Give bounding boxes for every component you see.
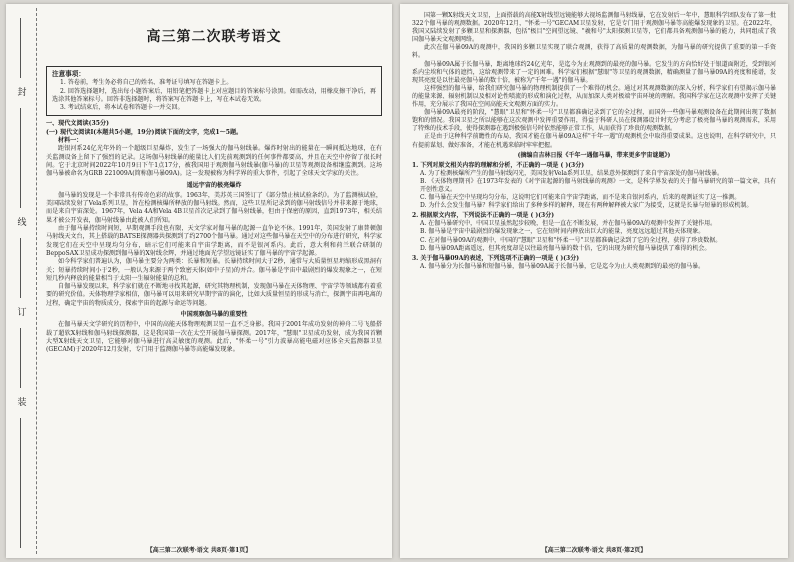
binding-label: 订: [17, 308, 27, 318]
article-title: 遥远宇宙的极亮爆炸: [186, 181, 242, 189]
exam-page-left: [6, 4, 392, 558]
binding-label: 装: [17, 398, 27, 408]
left-column: [46, 66, 382, 355]
binding-label: 封: [17, 88, 27, 98]
question-option: C. 在对伽马暴09A的观测中，中国的"慧眼"卫星和"怀柔一号"卫星都准确记录到了它的全过程，获得了珍贵数据。: [420, 236, 722, 244]
question-option: B. 《天体物理期刊》在1973年发表的《对宇宙起源的伽马射线暴的观测》一文，是科学界发表的关于伽马暴研究的第一篇文章，具有开创性意义。: [420, 177, 776, 193]
question-option: C. 伽马暴在天空中呈现均匀分布，这说明它们可能来自宇宙学距离，而不是来自银河系内，后来的观测证实了这一推测。: [420, 194, 741, 202]
question-score: ( )(3分): [560, 161, 585, 169]
question-stem: 2. 根据原文内容，下列说法不正确的一项是: [412, 212, 529, 220]
notice-item: 1. 答卷前，考生务必将自己的姓名、准考证号填写在答题卡上。: [60, 79, 233, 87]
paragraph: 由于伽马暴持续时间短，早期观测手段也有限，天文学家对伽马暴的起源一直争论不休。1991年，美国发射了康普顿伽马射线天文台，其上搭载的BATSE探测器共探测到了约2700个伽马暴。通过对这些伽马暴在天空中的分布进行研究，科学家发现它们在天空中呈现均匀分布，暗示它们可能来自宇宙学距离，而不是银河系内。此后，意大利和荷兰联合研制的BeppoSAX卫星成功探测到伽马暴的X射线余辉，并通过地面光学望远镜证实了伽马暴的宇宙学起源。: [46, 225, 382, 257]
question-stem: 3. 关于伽马暴09A的表述，下列选项不正确的一项是: [412, 254, 554, 262]
page-footer: 【高三第二次联考·语文 共8页·第2页】: [541, 547, 647, 554]
paragraph: 伽马暴09A属于长伽马暴，距离地球约24亿光年，是迄今为止观测到的最亮的伽马暴。它发生的方向恰好处于银道面附近，受到银河系内尘埃和气体的遮挡，这给观测带来了一定的困难。科学家们根据"慧眼"等卫星的观测数据，精确测量了伽马暴09A的亮度和能谱，发现其亮度是以往最亮伽马暴的数十倍，被称为"千年一遇"的伽马暴。: [412, 60, 776, 84]
question-option: D. 为什么会发生伽马暴？科学家们给出了多种多样的解释，现在有两种解释被大家广为接受，这就是长暴与短暴的形成机制。: [420, 202, 753, 210]
question-2: [412, 212, 776, 252]
question-3: [412, 255, 776, 271]
notice-heading: 注意事项：: [52, 70, 85, 78]
question-stem: 1. 下列对原文相关内容的理解和分析，不正确的一项是: [412, 161, 559, 169]
question-option: A. 为了检测核爆所产生的伽马射线闪光，美国发射Vela系列卫星，结果意外探测到了来自宇宙深处的伽马射线暴。: [420, 169, 723, 177]
paragraph: 这样强烈的伽马暴，给我们研究伽马暴的物理机制提供了一个难得的机会。通过对其观测数据的深入分析，科学家们有望揭示伽马暴的能量来源、辐射机制以及相对论性喷流的形成和演化过程，从而加深人类对极端宇宙环境的理解。我国科学家在这次观测中发挥了关键作用，充分展示了我国在空间高能天文观测方面的实力。: [412, 84, 776, 109]
notice-box: [46, 66, 382, 116]
exam-page-right: [400, 4, 788, 558]
source-note: (摘编自吉林日报《千年一遇伽马暴，带来更多宇宙谜题》): [517, 151, 671, 159]
notice-item: 3. 考试结束后，将本试卷和答题卡一并交回。: [60, 104, 184, 112]
paragraph: 距银河系24亿光年外的一个超级巨星爆炸，发生了一场强大的伽马射线暴。爆炸时射出的能量在一瞬间抵达地球，在有关监测设备上留下了强烈的记录。这场伽马射线暴的能量比人们先前观测到的任何事件都要高，并且在天空中停留了很长时间。它于北京时间2022年10月9日下午1点17分，被我国用于观测伽马射线暴(伽马暴)的卫星等观测设备相继监测到。这场伽马暴被命名为GRB 221009A(简称伽马暴09A)。这一发现被称为科学界的重大事件，引起了全球天文学家的关注。: [46, 145, 382, 178]
paragraph: 伽马暴的发现是一个非常具有传奇色彩的故事。1963年，美苏英三国签订了《部分禁止核试验条约》。为了监测核试验，美国陆续发射了Vela系列卫星，旨在检测核爆所释放的伽马射线。然而，这些卫星所记录到的伽马射线信号并非来源于地球，而是来自宇宙深处。1967年，Vela 4A和Vela 4B卫星首次记录到了伽马射线暴，但由于保密的原因，直到1973年，相关结果才被公开发表，伽马射线暴由此被人们所知。: [46, 191, 382, 224]
paragraph: 此次在伽马暴09A的观测中，我国的多颗卫星实现了联合观测，获得了高质量的观测数据，为伽马暴的研究提供了重要的第一手资料。: [412, 44, 776, 60]
binding-label: 线: [17, 218, 27, 228]
paragraph: 国第一颗X射线天文卫星，上面搭载的高能X射线望远镜能够大视场监测伽马射线暴，它在发射后一年中，慧眼科学团队发布了第一批322个伽马暴的观测数据。2020年12月，"怀柔一号"GECAM卫星发射，它是专门用于观测伽马暴等高能爆发现象的卫星。在2022年，我国又陆续发射了多颗卫星和探测器，包括"极目"空间望远镜、"羲和号"太阳探测卫星等，它们都具备观测伽马暴的能力，共同组成了我国伽马暴天文观测网络。: [412, 12, 776, 44]
paragraph: 如今科学家们普遍认为，伽马暴主要分为两类：长暴和短暴。长暴持续时间大于2秒，通常与大质量恒星坍缩形成黑洞有关；短暴持续时间小于2秒，一般认为来源于两个致密天体(如中子星)的并合。伽马暴是宇宙中最剧烈的爆发现象之一，在短短几秒内释放的能量相当于太阳一生辐射能量的总和。: [46, 258, 382, 282]
question-1: [412, 162, 776, 211]
notice-item: 2. 回答选择题时，选出每小题答案后，用铅笔把答题卡上对应题目的答案标号涂黑。如需改动，用橡皮擦干净后，再选涂其他答案标号。回答非选择题时，将答案写在答题卡上，写在本试卷无效。: [52, 87, 376, 103]
right-column: [412, 12, 776, 271]
paragraph: 在伽马暴天文学研究的历程中，中国的高能天体物理观测卫星一直不乏身影。我国于2001年成功发射的神舟二号飞船搭载了超软X射线和伽马射线探测器，这是我国第一次在太空开展伽马暴探测。2017年，"慧眼"卫星成功发射，成为我国首颗大型X射线天文卫星，它能够对伽马暴进行高灵敏度的观测。此后，"怀柔一号"引力波暴高能电磁对应体全天监测器卫星(GECAM)于2020年12月发射，专门用于监测伽马暴等高能爆发现象。: [46, 321, 382, 354]
page-footer: 【高三第二次联考·语文 共8页·第1页】: [146, 547, 252, 554]
paragraph: 正是由于这种科学前瞻性的布局，我国才能在伽马暴09A这样"千年一遇"的观测机会中取得重要成果。这也说明，在科学研究中，只有提前谋划、做好准备，才能在机遇来临时牢牢把握。: [412, 133, 776, 149]
section-heading: 一、现代文阅读(35分): [46, 120, 109, 128]
exam-title: 高三第二次联考语文: [146, 29, 282, 45]
question-option: D. 伽马暴09A距离遥远，但其亮度却是以往最亮伽马暴的数十倍，它的出现为研究伽马暴提供了难得的机会。: [420, 244, 711, 252]
question-score: ( )(3分): [530, 212, 555, 220]
question-option: A. 伽马暴分为长伽马暴和短伽马暴，伽马暴09A属于长伽马暴，它是迄今为止人类观测到的最亮的伽马暴。: [420, 262, 705, 270]
question-option: B. 伽马暴是宇宙中最剧烈的爆发现象之一，它在短时间内释放出巨大的能量，亮度远远超过其他天体现象。: [420, 228, 705, 236]
paragraph: 伽马暴09A最亮的阶段，"慧眼"卫星和"怀柔一号"卫星都准确记录到了它的全过程，而国外一些伽马暴观测设备在此期间出现了数据饱和的情况。我国卫星之所以能够在这次观测中发挥重要作用，得益于科研人员在探测器设计时充分考虑了极亮伽马暴的观测需求，采用了特殊的技术手段，使得探测器在遇到极强信号时依然能够正常工作，从而获得了珍贵的观测数据。: [412, 109, 776, 133]
question-score: ( )(3分): [555, 254, 580, 262]
question-option: A. 在伽马暴研究中，中国卫星虽然起步较晚，但是一直在不断发展，并在伽马暴09A的观测中发挥了关键作用。: [420, 220, 717, 228]
material-heading: 材料一：: [58, 137, 83, 145]
subheading: 中国观察伽马暴的重要性: [180, 311, 248, 319]
paragraph: 自伽马暴发现以来，科学家们就在不断地寻找其起源，研究其物理机制，发现伽马暴在天体物理、宇宙学等领域都有着重要的研究价值。天体物理学家相信，伽马暴可以用来研究早期宇宙的演化，比如大质量恒星的形成与消亡，探测宇宙再电离的过程，确定宇宙的物质成分，探索宇宙的起源与命运等问题。: [46, 283, 382, 307]
subsection-heading: (一) 现代文阅读Ⅰ(本题共5小题，19分)阅读下面的文字，完成1～5题。: [46, 128, 243, 136]
binding-margin: [14, 8, 37, 554]
